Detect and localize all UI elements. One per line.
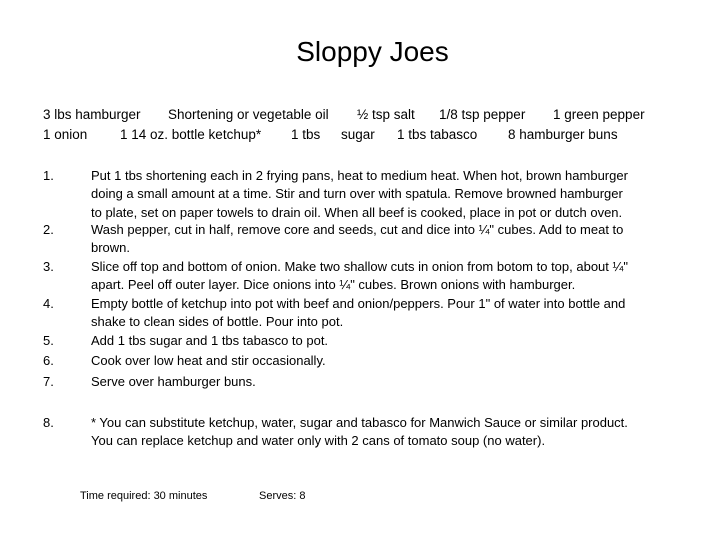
step-number: 2.	[43, 222, 54, 237]
ingredient-ketchup: 1 14 oz. bottle ketchup*	[120, 127, 262, 142]
ingredient-sugar-amount: 1 tbs	[291, 127, 321, 142]
step-text: Empty bottle of ketchup into pot with beef and onion/peppers. Pour 1" of water into bottle and shake to clean sides of bottle. Pour into pot.	[91, 296, 626, 330]
ingredient-buns: 8 hamburger buns	[508, 127, 618, 142]
page-title: Sloppy Joes	[296, 36, 449, 67]
ingredient-sugar: sugar	[341, 127, 375, 142]
step-number: 1.	[43, 168, 54, 183]
step-text: Wash pepper, cut in half, remove core and seeds, cut and dice into ¼" cubes. Add to meat to brown.	[91, 222, 624, 256]
step-number: 8.	[43, 415, 54, 430]
step-text: * You can substitute ketchup, water, sugar and tabasco for Manwich Sauce or similar product. You can replace ketchup and water only with 2 cans of tomato soup (no water).	[91, 415, 628, 449]
step-number: 3.	[43, 259, 54, 274]
ingredient-tabasco: 1 tbs tabasco	[397, 127, 478, 142]
ingredient-pepper: 1/8 tsp pepper	[439, 107, 526, 122]
ingredient-green-pepper: 1 green pepper	[553, 107, 645, 122]
step-text: Put 1 tbs shortening each in 2 frying pans, heat to medium heat. When hot, brown hamburger doing a small amount at a time. Stir and turn over with spatula. Remove browned hamburger to plate, set on paper towels to drain oil. When all beef is cooked, place in pot or dutch oven.	[91, 168, 628, 220]
step-text: Serve over hamburger buns.	[91, 374, 256, 389]
step-text: Cook over low heat and stir occasionally.	[91, 353, 326, 368]
step-number: 6.	[43, 353, 54, 368]
step-number: 4.	[43, 296, 54, 311]
ingredient-shortening: Shortening or vegetable oil	[168, 107, 329, 122]
step-text: Add 1 tbs sugar and 1 tbs tabasco to pot.	[91, 333, 329, 348]
step-number: 7.	[43, 374, 54, 389]
time-required: Time required: 30 minutes	[80, 490, 208, 502]
serves: Serves: 8	[259, 490, 306, 502]
ingredient-hamburger: 3 lbs hamburger	[43, 107, 141, 122]
ingredient-salt: ½ tsp salt	[357, 107, 415, 122]
step-text: Slice off top and bottom of onion. Make two shallow cuts in onion from botom to top, about ¼" apart. Peel off outer layer. Dice onions into ¼" cubes. Brown onions with hamburger.	[91, 259, 628, 293]
ingredient-onion: 1 onion	[43, 127, 88, 142]
step-number: 5.	[43, 333, 54, 348]
